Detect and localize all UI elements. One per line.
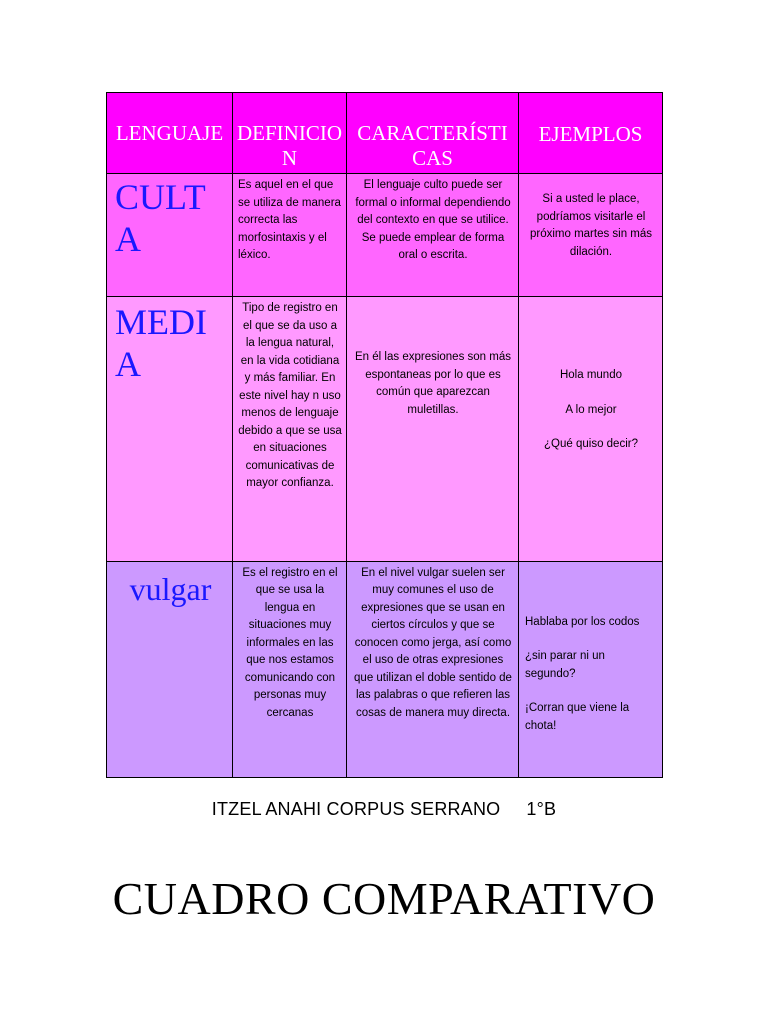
cell-ejemplos-vulgar	[519, 561, 663, 777]
cell-definicion-media	[233, 297, 347, 561]
definicion-vulgar: Es el registro en el que se usa la lengua en situaciones muy informales en las que nos estamos comunicando con personas muy cercanas	[242, 566, 338, 719]
table-row-media	[107, 297, 663, 561]
ejemplo-culta-1: Si a usted le place, podríamos visitarle el próximo martes sin más dilación.	[529, 193, 653, 258]
table-header-row	[107, 93, 663, 174]
ejemplo-media-2: A lo mejor	[565, 403, 617, 416]
caracteristicas-culta: El lenguaje culto puede ser formal o informal dependiendo del contexto en que se utilice. Se puede emplear de forma oral o escrita.	[355, 179, 511, 262]
cell-ejemplos-media	[519, 297, 663, 561]
document-title: CUADRO COMPARATIVO	[112, 873, 656, 924]
ejemplo-vulgar-1: Hablaba por los codos	[525, 615, 640, 628]
comparison-table	[106, 92, 663, 778]
ejemplos-media	[519, 297, 662, 454]
header-definicion: DEFINICION	[237, 121, 342, 170]
caracteristicas-media: En él las expresiones son más espontaneas por lo que es común que aparezcan muletillas.	[355, 351, 511, 416]
level-media: MEDIA	[115, 302, 207, 385]
cell-lenguaje-media	[107, 297, 233, 561]
cell-caracteristicas-vulgar	[347, 561, 519, 777]
header-cell-caracteristicas	[347, 93, 519, 174]
header-caracteristicas: CARACTERÍSTICAS	[357, 121, 508, 170]
cell-ejemplos-culta	[519, 174, 663, 297]
cell-caracteristicas-culta	[347, 174, 519, 297]
author-line	[0, 799, 768, 820]
ejemplos-culta	[519, 174, 662, 261]
cell-lenguaje-vulgar	[107, 561, 233, 777]
header-ejemplos: EJEMPLOS	[538, 122, 643, 146]
cell-definicion-culta	[233, 174, 347, 297]
ejemplo-vulgar-3: ¡Corran que viene la chota!	[525, 702, 630, 732]
cell-definicion-vulgar	[233, 561, 347, 777]
definicion-culta: Es aquel en el que se utiliza de manera correcta las morfosintaxis y el léxico.	[238, 179, 341, 262]
header-cell-lenguaje	[107, 93, 233, 174]
ejemplos-vulgar	[519, 562, 662, 736]
level-culta: CULTA	[115, 177, 206, 260]
table-row-culta	[107, 174, 663, 297]
comparison-table-container	[106, 92, 662, 778]
cell-lenguaje-culta	[107, 174, 233, 297]
header-cell-ejemplos	[519, 93, 663, 174]
cell-caracteristicas-media	[347, 297, 519, 561]
author-group: 1°B	[526, 799, 557, 819]
author-name: ITZEL ANAHI CORPUS SERRANO	[211, 799, 501, 819]
level-vulgar: vulgar	[129, 570, 212, 607]
header-cell-definicion	[233, 93, 347, 174]
table-row-vulgar	[107, 561, 663, 777]
ejemplo-vulgar-2: ¿sin parar ni un segundo?	[525, 650, 605, 680]
caracteristicas-vulgar: En el nivel vulgar suelen ser muy comunes el uso de expresiones que se usan en ciertos círculos y que se conocen como jerga, así como el uso de otras expresiones que utilizan el doble sentido de las palabras o que refieren las cosas de manera muy directa.	[354, 566, 512, 719]
header-lenguaje: LENGUAJE	[115, 121, 224, 145]
definicion-media: Tipo de registro en el que se da uso a la lengua natural, en la vida cotidiana y más familiar. En este nivel hay n uso menos de lenguaje debido a que se usa en situaciones comunicativas de mayor confianza.	[238, 302, 342, 490]
ejemplo-media-1: Hola mundo	[559, 369, 622, 382]
ejemplo-media-3: ¿Qué quiso decir?	[544, 438, 638, 451]
